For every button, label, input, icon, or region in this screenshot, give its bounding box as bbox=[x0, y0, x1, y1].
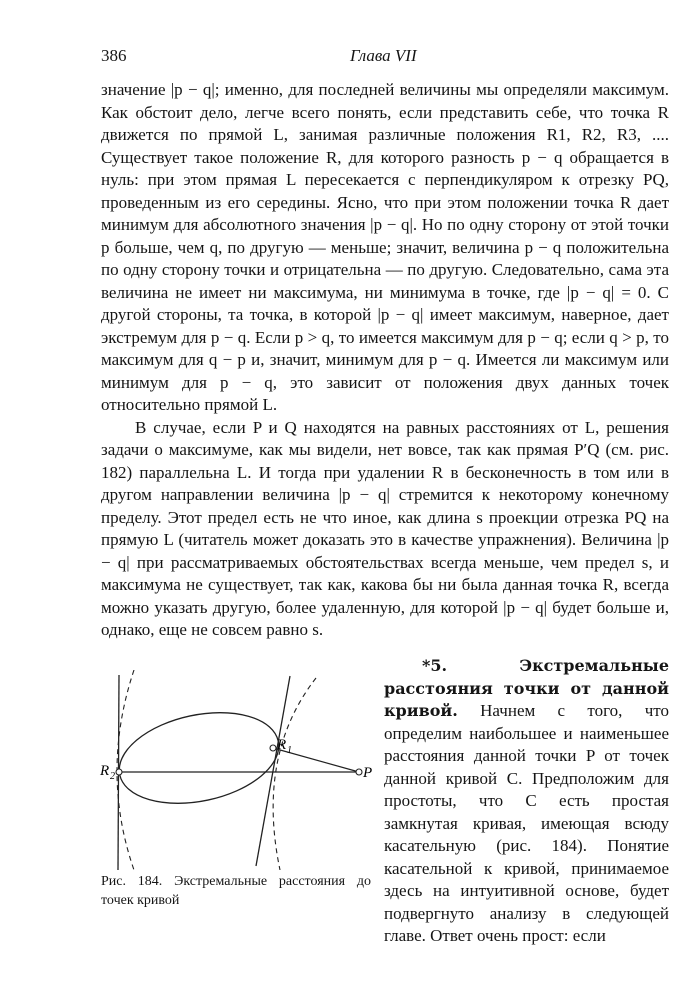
paragraph-2: В случае, если P и Q находятся на равных расстояниях от L, решения задачи о максимуме, как мы видели, нет вовсе, так как прямая P′Q (см. рис. 182) параллельна L. И тогда при удалении R в бесконечность в том или в другом направлении величина |p − q| стремится к некоторому конечному пределу. Этот предел есть не что иное, как длина s проекции отрезка PQ на прямую L (читатель может доказать это в качестве упражнения). Величина |p − q| при рассматриваемых обстоятельствах всегда меньше, чем предел s, и максимума не существует, так как, какова бы ни была данная точка R, всегда можно указать другую, более удаленную, для которой |p − q| будет больше и, однако, еще не совсем равно s. bbox=[101, 417, 669, 639]
label-r2: R bbox=[100, 763, 110, 779]
dashed-arc-outer bbox=[273, 678, 316, 870]
label-r2-subscript: 2 bbox=[110, 771, 115, 782]
curve-c bbox=[111, 699, 287, 817]
body-text bbox=[101, 79, 669, 642]
label-r1-subscript: 1 bbox=[287, 745, 292, 756]
paragraph-1: значение |p − q|; именно, для последней величины мы определяли максимум. Как обстоит дело, легче всего понять, если представить себе, что точка R движется по прямой L, занимая различные положения R1, R2, R3, .... Существует такое положение R, для которого разность p − q обращается в нуль: при этом прямая L пересекается с перпендикуляром к отрезку PQ, проведенным из его середины. Ясно, что при этом положении точка R дает минимум для абсолютного значения |p − q|. Но по одну сторону от этой точки p больше, чем q, по другую — меньше; значит, величина p − q положительна по одну сторону точки и отрицательна — по другую. Следовательно, сама эта величина не имеет ни максимума, ни минимума в точке, где |p − q| = 0. С другой стороны, та точка, в которой |p − q| имеет максимум, наверное, дает экстремум для p − q. Если p > q, то имеется максимум для p − q; если q > p, то максимум для q − p и, значит, минимум для p − q. Имеется ли максимум или минимум для p − q, это зависит от положения двух данных точек относительно прямой L. bbox=[101, 80, 669, 414]
figure-caption: Рис. 184. Экстремальные расстояния до точек кривой bbox=[101, 874, 371, 908]
section-5 bbox=[384, 655, 669, 948]
page-number: 386 bbox=[101, 46, 127, 65]
point-r2 bbox=[116, 769, 122, 775]
label-r1: R bbox=[277, 737, 287, 753]
figure-184 bbox=[98, 670, 381, 870]
figure-diagram bbox=[98, 670, 381, 870]
label-p: P bbox=[363, 765, 373, 781]
point-r1 bbox=[270, 745, 276, 751]
section-title: *5. Экстремальные расстояния точки от данной кривой. bbox=[384, 656, 669, 720]
point-p bbox=[356, 769, 362, 775]
section-body: Начнем с того, что определим наибольшее и наименьшее расстояния данной точки P от точек данной кривой C. Предположим для простоты, что C есть простая замкнутая кривая, имеющая всюду касательную (рис. 184). Понятие касательной к кривой, принимаемое здесь на интуитивной основе, будет подвергнуто анализу в следующей главе. Ответ очень прост: если bbox=[384, 701, 669, 945]
running-head: Глава VII bbox=[350, 46, 417, 65]
section-paragraph bbox=[384, 655, 669, 948]
tangent-line-right bbox=[256, 676, 290, 866]
